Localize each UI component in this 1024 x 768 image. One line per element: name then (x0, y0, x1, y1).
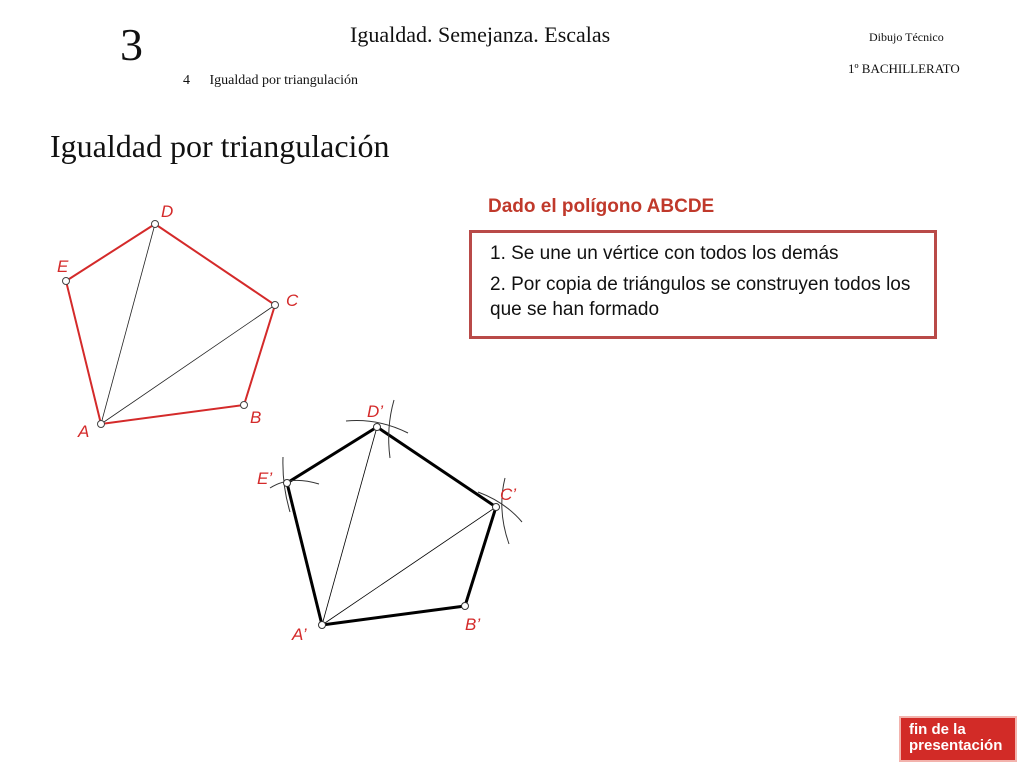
label-a-prime: A’ (292, 625, 307, 644)
vertex-b (241, 402, 248, 409)
arc-e-1 (270, 480, 319, 488)
vertex-a-prime (319, 622, 326, 629)
label-b: B (250, 408, 262, 427)
step-1: 1. Se une un vértice con todos los demás (490, 243, 839, 264)
unit-number: 3 (120, 19, 143, 70)
course-label: 1º BACHILLERATO (848, 61, 960, 76)
step-2: 2. Por copia de triángulos se construyen todos los que se han formado (490, 274, 911, 320)
unit-title: Igualdad. Semejanza. Escalas (350, 22, 611, 47)
construction-arcs (270, 400, 522, 544)
vertex-c (272, 302, 279, 309)
end-presentation-button[interactable] (899, 716, 1017, 762)
page-title: Igualdad por triangulación (50, 128, 390, 164)
section-number: 4 (183, 73, 190, 88)
label-b-prime: B’ (465, 615, 481, 634)
label-d: D (161, 202, 174, 221)
label-a: A (78, 422, 90, 441)
diagram-heading: Dado el polígono ABCDE (488, 196, 715, 217)
arc-d-2 (389, 400, 394, 458)
vertex-d (152, 221, 159, 228)
original-polygon-outline (66, 224, 275, 424)
end-button-line2: presentación (909, 737, 1003, 754)
label-d-prime: D’ (367, 402, 384, 421)
subject-label: Dibujo Técnico (869, 30, 944, 44)
vertex-d-prime (374, 424, 381, 431)
end-button-line1: fin de la (909, 721, 966, 738)
label-e-prime: E’ (257, 469, 273, 488)
vertex-e-prime (284, 480, 291, 487)
label-c-prime: C’ (500, 485, 517, 504)
vertex-a (98, 421, 105, 428)
vertex-c-prime (493, 504, 500, 511)
original-polygon (66, 224, 275, 424)
original-diagonal-ac (101, 305, 275, 424)
original-labels (57, 202, 299, 441)
copied-polygon-outline (287, 427, 496, 625)
label-e: E (57, 257, 69, 276)
copied-diagonal-ac (322, 507, 496, 625)
vertex-e (63, 278, 70, 285)
copied-polygon (287, 427, 496, 625)
vertex-b-prime (462, 603, 469, 610)
label-c: C (286, 291, 299, 310)
section-title: Igualdad por triangulación (209, 73, 359, 88)
